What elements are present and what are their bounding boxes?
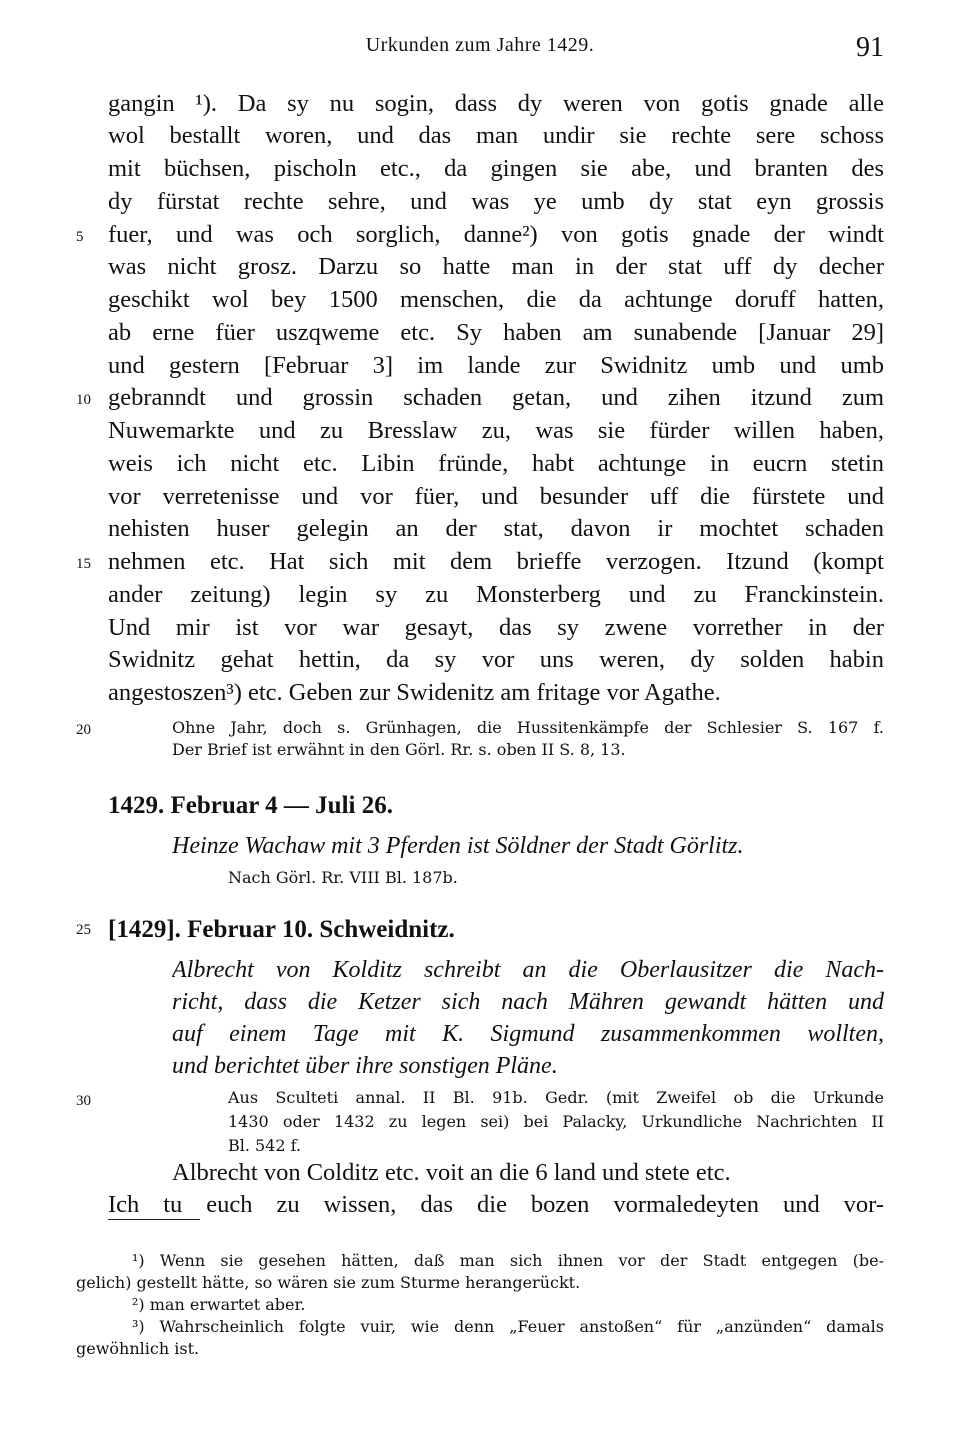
text-line: Ich tu euch zu wissen, das die bozen vormaledeyten und vor- [108, 1191, 884, 1218]
entry-summary-line: richt, dass die Ketzer sich nach Mähren gewandt hätten und [172, 989, 884, 1015]
line-number: 20 [76, 722, 91, 738]
text-line: nehisten huser gelegin an der stat, davon ir mochtet schaden [108, 515, 884, 542]
text-line: gangin ¹). Da sy nu sogin, dass dy weren von gotis gnade alle [108, 90, 884, 117]
entry-heading: 1429. Februar 4 — Juli 26. [108, 792, 393, 819]
footnote: ³) Wahrscheinlich folgte vuir, wie denn „Feuer anstoßen“ für „anzünden“ damals [132, 1317, 884, 1336]
text-line: nehmen etc. Hat sich mit dem brieffe verzogen. Itzund (kompt [108, 548, 884, 575]
text-line: Swidnitz gehat hettin, da sy vor uns weren, dy solden habin [108, 646, 884, 673]
text-line: Albrecht von Colditz etc. voit an die 6 land und stete etc. [172, 1159, 731, 1186]
text-line: Und mir ist vor war gesayt, das sy zwene vorrether in der [108, 614, 884, 641]
text-line: ander zeitung) legin sy zu Monsterberg und zu Franckinstein. [108, 581, 884, 608]
line-number: 30 [76, 1093, 91, 1109]
text-line: mit büchsen, pischoln etc., da gingen sie abe, und branten des [108, 155, 884, 182]
text-line: angestoszen³) etc. Geben zur Swidenitz am fritage vor Agathe. [108, 679, 721, 706]
text-line: dy fürstat rechte sehre, und was ye umb dy stat eyn grossis [108, 188, 884, 215]
line-number: 25 [76, 922, 91, 938]
entry-heading: [1429]. Februar 10. Schweidnitz. [108, 916, 455, 943]
text-line: fuer, und was och sorglich, danne²) von gotis gnade der windt [108, 221, 884, 248]
entry-source-line: Aus Sculteti annal. II Bl. 91b. Gedr. (mit Zweifel ob die Urkunde [228, 1088, 884, 1107]
entry-summary-line: auf einem Tage mit K. Sigmund zusammenkommen wollten, [172, 1021, 884, 1047]
footnote: ²) man erwartet aber. [132, 1295, 306, 1314]
entry-source-line: 1430 oder 1432 zu legen sei) bei Palacky, Urkundliche Nachrichten II [228, 1112, 884, 1131]
line-number: 10 [76, 392, 91, 408]
entry-source-line: Bl. 542 f. [228, 1136, 302, 1155]
entry-source: Nach Görl. Rr. VIII Bl. 187b. [228, 868, 458, 887]
footnote: ¹) Wenn sie gesehen hätten, daß man sich ihnen vor der Stadt entgegen (be- [132, 1251, 884, 1270]
text-line: und gestern [Februar 3] im lande zur Swidnitz umb und umb [108, 352, 884, 379]
text-line: vor verretenisse und vor füer, und besunder uff die fürstete und [108, 483, 884, 510]
footnote: gelich) gestellt hätte, so wären sie zum Sturme herangerückt. [76, 1273, 581, 1292]
line-number: 5 [76, 229, 84, 245]
editorial-note: Ohne Jahr, doch s. Grünhagen, die Hussitenkämpfe der Schlesier S. 167 f. [172, 718, 884, 737]
entry-summary: Heinze Wachaw mit 3 Pferden ist Söldner der Stadt Görlitz. [172, 833, 744, 859]
text-line: ab erne füer uszqweme etc. Sy haben am sunabende [Januar 29] [108, 319, 884, 346]
footnote-rule [108, 1219, 200, 1220]
footnote: gewöhnlich ist. [76, 1339, 200, 1358]
text-line: gebranndt und grossin schaden getan, und zihen itzund zum [108, 384, 884, 411]
entry-summary-line: und berichtet über ihre sonstigen Pläne. [172, 1053, 558, 1079]
page-number: 91 [856, 32, 884, 63]
text-line: wol bestallt woren, und das man undir sie rechte sere schoss [108, 122, 884, 149]
entry-summary-line: Albrecht von Kolditz schreibt an die Oberlausitzer die Nach- [172, 957, 884, 983]
editorial-note: Der Brief ist erwähnt in den Görl. Rr. s. oben II S. 8, 13. [172, 740, 626, 759]
line-number: 15 [76, 556, 91, 572]
text-line: was nicht grosz. Darzu so hatte man in der stat uff dy decher [108, 253, 884, 280]
text-line: weis ich nicht etc. Libin fründe, habt achtunge in eucrn stetin [108, 450, 884, 477]
running-title: Urkunden zum Jahre 1429. [365, 34, 595, 56]
text-line: geschikt wol bey 1500 menschen, die da achtunge doruff hatten, [108, 286, 884, 313]
text-line: Nuwemarkte und zu Bresslaw zu, was sie fürder willen haben, [108, 417, 884, 444]
